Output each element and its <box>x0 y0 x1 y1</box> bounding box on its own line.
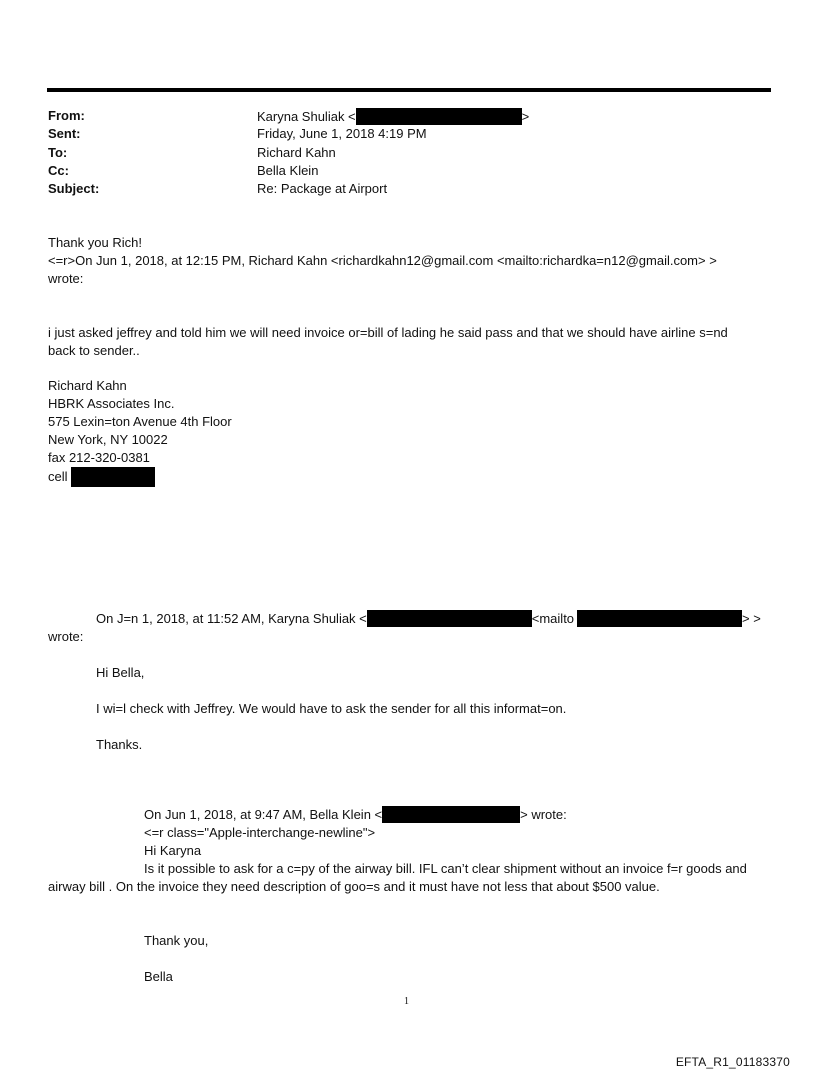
from-close: > <box>521 109 530 124</box>
msg3-thanks: Thank you, <box>144 933 209 948</box>
page-number: 1 <box>404 996 409 1007</box>
quote3-tag: <=r class="Apple-interchange-newline"> <box>144 825 376 840</box>
redaction-block <box>356 108 522 125</box>
signature-address: 575 Lexin=ton Avenue 4th Floor <box>48 414 232 429</box>
from-row <box>48 108 768 126</box>
quote3-line1 <box>144 806 567 824</box>
cell-label: cell <box>48 469 68 484</box>
from-value <box>257 108 529 125</box>
header-rule <box>47 88 771 92</box>
to-value: Richard Kahn <box>257 145 336 160</box>
subject-row <box>48 181 768 199</box>
quote3-prefix: On Jun 1, 2018, at 9:47 AM, Bella Klein < <box>144 807 383 822</box>
subject-label: Subject: <box>48 181 100 196</box>
msg3-greeting: Hi Karyna <box>144 843 202 858</box>
quote1-line1: <=r>On Jun 1, 2018, at 12:15 PM, Richard Kahn <richardkahn12@gmail.com <mailto:richardka=n12@gmail.com> > <box>48 253 717 268</box>
signature-company: HBRK Associates Inc. <box>48 396 175 411</box>
msg3-sign: Bella <box>144 969 173 984</box>
quote1-line2: wrote: <box>48 271 84 286</box>
cc-value: Bella Klein <box>257 163 319 178</box>
from-name: Karyna Shuliak < <box>257 109 356 124</box>
redaction-block <box>71 467 155 487</box>
cc-label: Cc: <box>48 163 69 178</box>
quote3-suffix: > wrote: <box>520 807 567 822</box>
cc-row <box>48 163 768 181</box>
msg1-line1: i just asked jeffrey and told him we will need invoice or=bill of lading he said pass and that we should have airline s=nd <box>48 325 728 340</box>
subject-value: Re: Package at Airport <box>257 181 388 196</box>
signature-name: Richard Kahn <box>48 378 127 393</box>
msg3-line2: airway bill . On the invoice they need description of goo=s and it must have not less that about $500 value. <box>48 879 660 894</box>
to-row <box>48 145 768 163</box>
msg3-line1: Is it possible to ask for a c=py of the airway bill. IFL can’t clear shipment without an invoice f=r goods and <box>144 861 747 876</box>
thanks-line: Thank you Rich! <box>48 235 142 250</box>
signature-fax: fax 212-320-0381 <box>48 450 150 465</box>
redaction-block <box>382 806 520 823</box>
sent-value: Friday, June 1, 2018 4:19 PM <box>257 126 427 141</box>
quote2-wrote: wrote: <box>48 629 84 644</box>
msg2-body: I wi=l check with Jeffrey. We would have to ask the sender for all this informat=on. <box>96 701 567 716</box>
signature-cell <box>48 467 155 487</box>
redaction-block <box>577 610 742 627</box>
to-label: To: <box>48 145 68 160</box>
sent-label: Sent: <box>48 126 81 141</box>
redaction-block <box>367 610 532 627</box>
msg2-greeting: Hi Bella, <box>96 665 145 680</box>
signature-city: New York, NY 10022 <box>48 432 168 447</box>
quote2-line1 <box>96 610 761 628</box>
msg1-line2: back to sender.. <box>48 343 140 358</box>
sent-row <box>48 126 768 144</box>
from-label: From: <box>48 108 85 123</box>
quote2-suffix: > > <box>742 611 761 626</box>
document-id: EFTA_R1_01183370 <box>675 1055 790 1069</box>
quote2-mailto: <mailto <box>531 611 575 626</box>
msg2-thanks: Thanks. <box>96 737 143 752</box>
quote2-prefix: On J=n 1, 2018, at 11:52 AM, Karyna Shuliak < <box>96 611 367 626</box>
